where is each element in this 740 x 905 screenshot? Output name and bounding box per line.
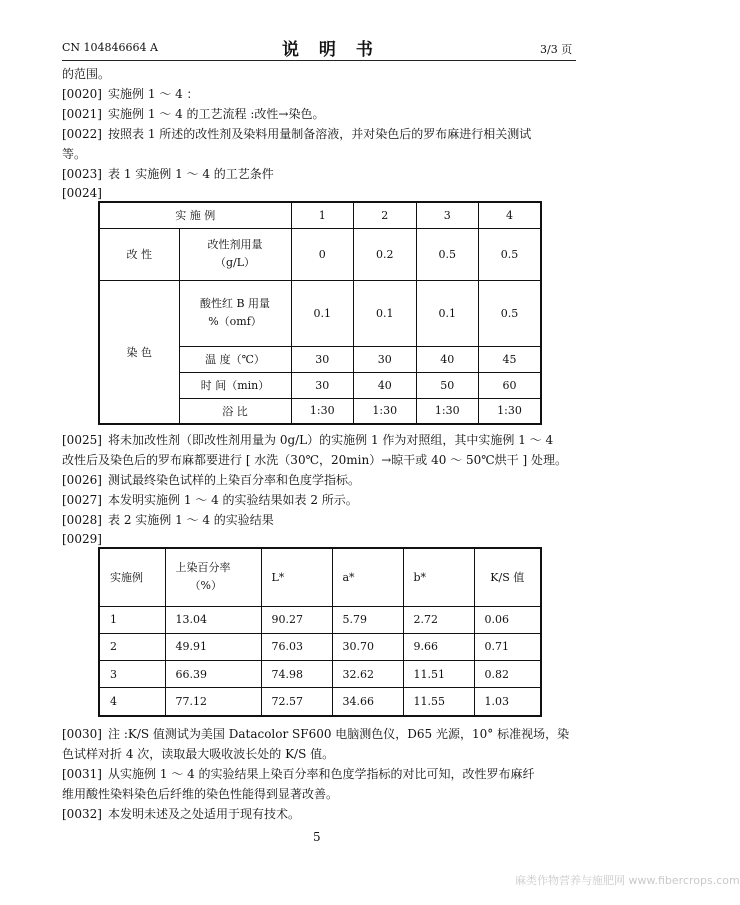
paragraph-0030-line2: 色试样对折 4 次，读取最大吸收波长处的 K/S 值。: [62, 747, 335, 761]
table-cell: 0.1: [354, 280, 417, 346]
paragraph-0022-line2: 等。: [62, 147, 87, 161]
table-cell: 0: [291, 228, 354, 280]
paragraph-0020: [62, 84, 582, 104]
paragraph-0023: [62, 164, 582, 184]
table-cell: 4: [99, 688, 165, 716]
paragraph-0032: [62, 804, 582, 824]
table-cell: 1:30: [354, 398, 417, 424]
table-cell: 60: [479, 372, 542, 398]
paragraph-0031-line2: 维用酸性染料染色后纤维的染色性能得到显著改善。: [62, 787, 339, 801]
paragraph-text: 将未加改性剂（即改性剂用量为 0g/L）的实施例 1 作为对照组，其中实施例 1 ～ 4: [108, 433, 554, 447]
table-header-row: [99, 548, 541, 606]
paragraph-0025: [62, 430, 582, 450]
paragraph-tag: [0024]: [62, 186, 102, 200]
table-cell: 0.1: [416, 280, 479, 346]
table-cell: 49.91: [165, 633, 261, 660]
table-cell: 0.5: [479, 228, 542, 280]
paragraph-tag: [0030]: [62, 727, 102, 741]
table-cell: 1:30: [291, 398, 354, 424]
paragraph-0029: [62, 529, 582, 549]
row-label: [179, 280, 291, 346]
watermark: 麻类作物营养与施肥网 www.fibercrops.com: [515, 874, 740, 887]
table-cell: 13.04: [165, 606, 261, 633]
row-label-line1: 改性剂用量: [207, 238, 263, 251]
page-number: 5: [313, 830, 321, 844]
paragraph-tag: [0032]: [62, 807, 102, 821]
paragraph-0024: [62, 183, 582, 203]
paragraph-tag: [0020]: [62, 87, 102, 101]
results-table: [98, 547, 542, 717]
paragraph-text: 实施例 1 ～ 4 的工艺流程 :改性→染色。: [108, 107, 325, 121]
table-cell: 30: [291, 372, 354, 398]
paragraph-tag: [0026]: [62, 473, 102, 487]
table-cell: 30: [291, 346, 354, 372]
table-cell: 2: [99, 633, 165, 660]
table-cell: 9.66: [403, 633, 474, 660]
table-row: [99, 280, 541, 346]
table-cell: 1.03: [474, 688, 541, 716]
paragraph-continuation: 的范围。: [62, 67, 111, 81]
document-title: 说 明 书: [282, 40, 380, 60]
paragraph-tag: [0027]: [62, 493, 102, 507]
paragraph-tag: [0022]: [62, 127, 102, 141]
table-cell: 72.57: [261, 688, 332, 716]
paragraph-text: 测试最终染色试样的上染百分率和色度学指标。: [108, 473, 361, 487]
row-label-line2: （g/L）: [214, 256, 256, 269]
table-header-cell: L*: [261, 548, 332, 606]
group-label-modify: 改 性: [99, 228, 179, 280]
table-cell: 34.66: [332, 688, 403, 716]
paragraph-tag: [0031]: [62, 767, 102, 781]
row-label-line1: 酸性红 B 用量: [199, 297, 271, 310]
header-rule: [62, 60, 576, 61]
paragraph-text: 按照表 1 所述的改性剂及染料用量制备溶液，并对染色后的罗布麻进行相关测试: [108, 127, 532, 141]
row-label: 时 间（min）: [179, 372, 291, 398]
table-cell: 0.71: [474, 633, 541, 660]
table-cell: 1: [99, 606, 165, 633]
table-cell: 1:30: [479, 398, 542, 424]
table-cell: 74.98: [261, 661, 332, 688]
table-cell: 5.79: [332, 606, 403, 633]
table-cell: 0.5: [479, 280, 542, 346]
table-cell: 1:30: [416, 398, 479, 424]
page-indicator: 3/3 页: [540, 43, 573, 56]
paragraph-tag: [0028]: [62, 513, 102, 527]
paragraph-tag: [0021]: [62, 107, 102, 121]
process-conditions-table: [98, 201, 542, 425]
table-cell: 76.03: [261, 633, 332, 660]
table-cell: 0.82: [474, 661, 541, 688]
table-cell: 45: [479, 346, 542, 372]
paragraph-0026: [62, 470, 582, 490]
table-header-cell: 3: [416, 202, 479, 228]
row-label: 浴 比: [179, 398, 291, 424]
table-cell: 40: [416, 346, 479, 372]
group-label-dye: 染 色: [99, 280, 179, 424]
paragraph-0028: [62, 510, 582, 530]
patent-number: CN 104846664 A: [62, 41, 158, 54]
table-header-cell: a*: [332, 548, 403, 606]
paragraph-0030: [62, 724, 582, 744]
paragraph-tag: [0023]: [62, 167, 102, 181]
table-cell: 0.1: [291, 280, 354, 346]
paragraph-text: 表 1 实施例 1 ～ 4 的工艺条件: [108, 167, 274, 181]
paragraph-text: 实施例 1 ～ 4 ：: [108, 87, 199, 101]
paragraph-text: 本发明未述及之处适用于现有技术。: [108, 807, 301, 821]
paragraph-0022: [62, 124, 582, 144]
table-cell: 50: [416, 372, 479, 398]
table-cell: 30: [354, 346, 417, 372]
paragraph-0031: [62, 764, 582, 784]
table-cell: 11.51: [403, 661, 474, 688]
table-cell: 0.06: [474, 606, 541, 633]
table-header-cell: b*: [403, 548, 474, 606]
table-cell: 2.72: [403, 606, 474, 633]
header-line1: 上染百分率: [175, 561, 231, 575]
table-header-cell: 4: [479, 202, 542, 228]
table-header-row: [99, 202, 541, 228]
table-row: [99, 633, 541, 660]
paragraph-0021: [62, 104, 582, 124]
table-header-cell: [165, 548, 261, 606]
paragraph-tag: [0029]: [62, 532, 102, 546]
table-header-cell: 2: [354, 202, 417, 228]
table-cell: 66.39: [165, 661, 261, 688]
table-row: [99, 606, 541, 633]
table-cell: 3: [99, 661, 165, 688]
header-line2: （%）: [189, 579, 222, 593]
table-header-cell: K/S 值: [474, 548, 541, 606]
paragraph-text: 注 :K/S 值测试为美国 Datacolor SF600 电脑测色仪，D65 光源，10° 标准视场，染: [108, 727, 570, 741]
table-cell: 40: [354, 372, 417, 398]
table-cell: 0.2: [354, 228, 417, 280]
table-header-cell: 1: [291, 202, 354, 228]
row-label: [179, 228, 291, 280]
table-row: [99, 688, 541, 716]
row-label: 温 度（℃）: [179, 346, 291, 372]
paragraph-0025-line2: 改性后及染色后的罗布麻都要进行 [ 水洗（30℃，20min）→晾干或 40 ～ 50℃烘干 ] 处理。: [62, 453, 567, 467]
table-row: [99, 661, 541, 688]
table-cell: 0.5: [416, 228, 479, 280]
paragraph-text: 从实施例 1 ～ 4 的实验结果上染百分率和色度学指标的对比可知，改性罗布麻纤: [108, 767, 535, 781]
table-cell: 77.12: [165, 688, 261, 716]
paragraph-tag: [0025]: [62, 433, 102, 447]
paragraph-0027: [62, 490, 582, 510]
paragraph-text: 表 2 实施例 1 ～ 4 的实验结果: [108, 513, 274, 527]
row-label-line2: %（omf）: [208, 315, 262, 328]
table-cell: 11.55: [403, 688, 474, 716]
table-header-label: 实 施 例: [99, 202, 291, 228]
table-cell: 90.27: [261, 606, 332, 633]
table-cell: 32.62: [332, 661, 403, 688]
paragraph-text: 本发明实施例 1 ～ 4 的实验结果如表 2 所示。: [108, 493, 358, 507]
table-cell: 30.70: [332, 633, 403, 660]
table-header-cell: 实施例: [99, 548, 165, 606]
table-row: [99, 228, 541, 280]
